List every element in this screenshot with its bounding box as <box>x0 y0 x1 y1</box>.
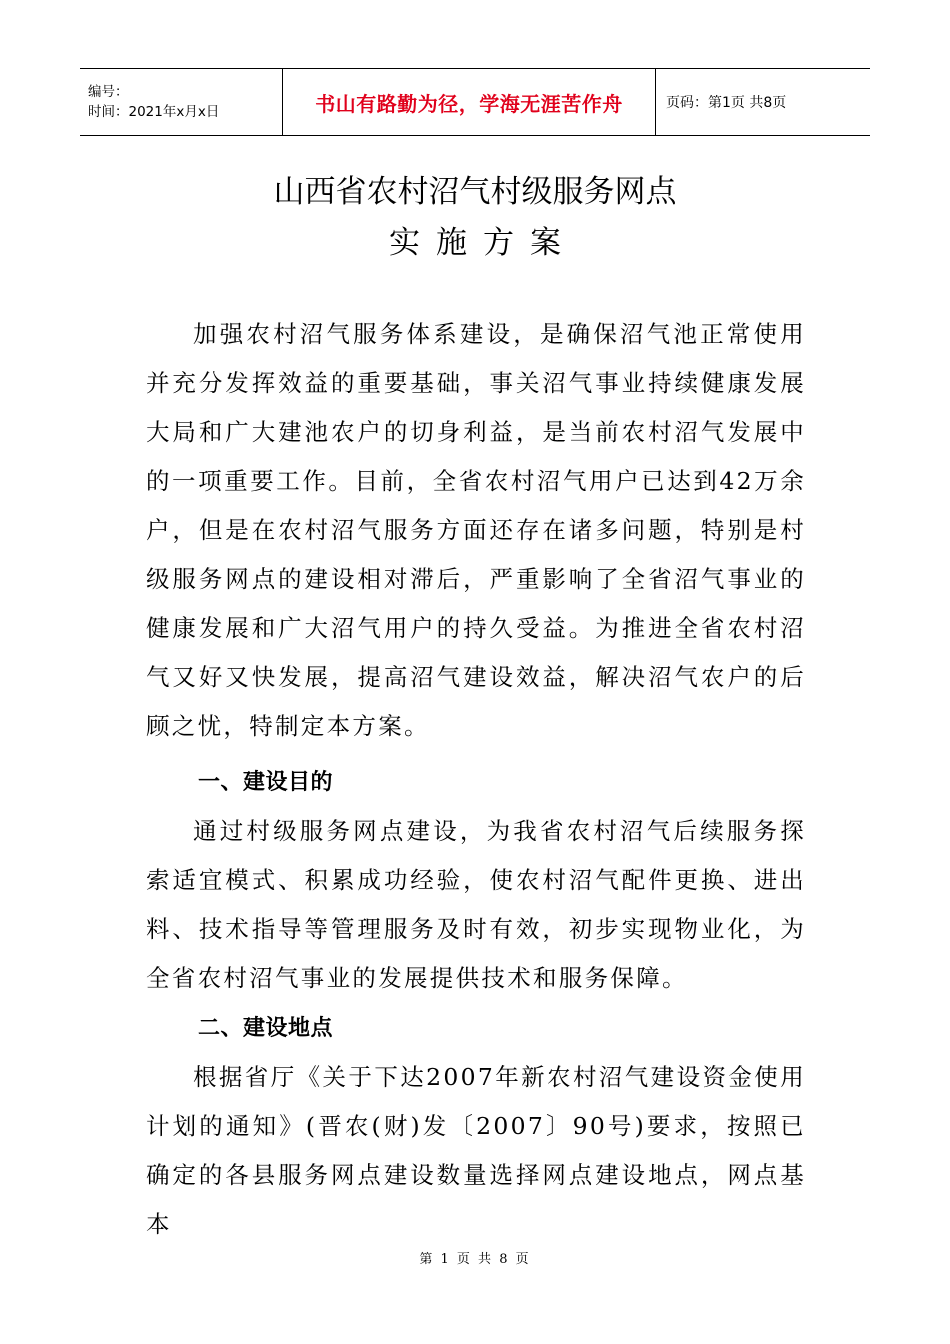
intro-paragraph: 加强农村沼气服务体系建设，是确保沼气池正常使用并充分发挥效益的重要基础，事关沼气事业持续健康发展大局和广大建池农户的切身利益，是当前农村沼气发展中的一项重要工作。目前，全省农村沼气用户已达到42万余户，但是在农村沼气服务方面还存在诸多问题，特别是村级服务网点的建设相对滞后，严重影响了全省沼气事业的健康发展和广大沼气用户的持久受益。为推进全省农村沼气又好又快发展，提高沼气建设效益，解决沼气农户的后顾之忧，特制定本方案。 <box>146 320 806 740</box>
header-meta <box>80 69 282 135</box>
document-time-label: 时间：2021年x月x日 <box>88 104 220 120</box>
document-header <box>80 68 870 136</box>
header-motto-cell <box>282 69 656 135</box>
section2-block <box>146 1004 806 1249</box>
section1-heading: 一、建设目的 <box>198 770 334 795</box>
section1-paragraph: 通过村级服务网点建设，为我省农村沼气后续服务探索适宜模式、积累成功经验，使农村沼气配件更换、进出料、技术指导等管理服务及时有效，初步实现物业化，为全省农村沼气事业的发展提供技术和服务保障。 <box>146 817 806 992</box>
page-footer: 第 1 页 共 8 页 <box>419 1252 531 1267</box>
header-page-info: 页码：第1页 共8页 <box>666 95 787 111</box>
header-motto: 书山有路勤为径，学海无涯苦作舟 <box>315 91 623 116</box>
intro-paragraph-block <box>146 310 806 751</box>
header-page-cell <box>656 69 870 135</box>
document-title: 山西省农村沼气村级服务网点 <box>273 174 677 210</box>
section2-paragraph: 根据省厅《关于下达2007年新农村沼气建设资金使用计划的通知》(晋农(财)发〔2007〕90号)要求，按照已确定的各县服务网点建设数量选择网点建设地点，网点基本 <box>146 1063 806 1238</box>
section1-block <box>146 758 806 1003</box>
document-number-label: 编号： <box>88 84 129 100</box>
document-subtitle: 实施方案 <box>389 225 577 261</box>
section2-heading: 二、建设地点 <box>198 1016 334 1041</box>
